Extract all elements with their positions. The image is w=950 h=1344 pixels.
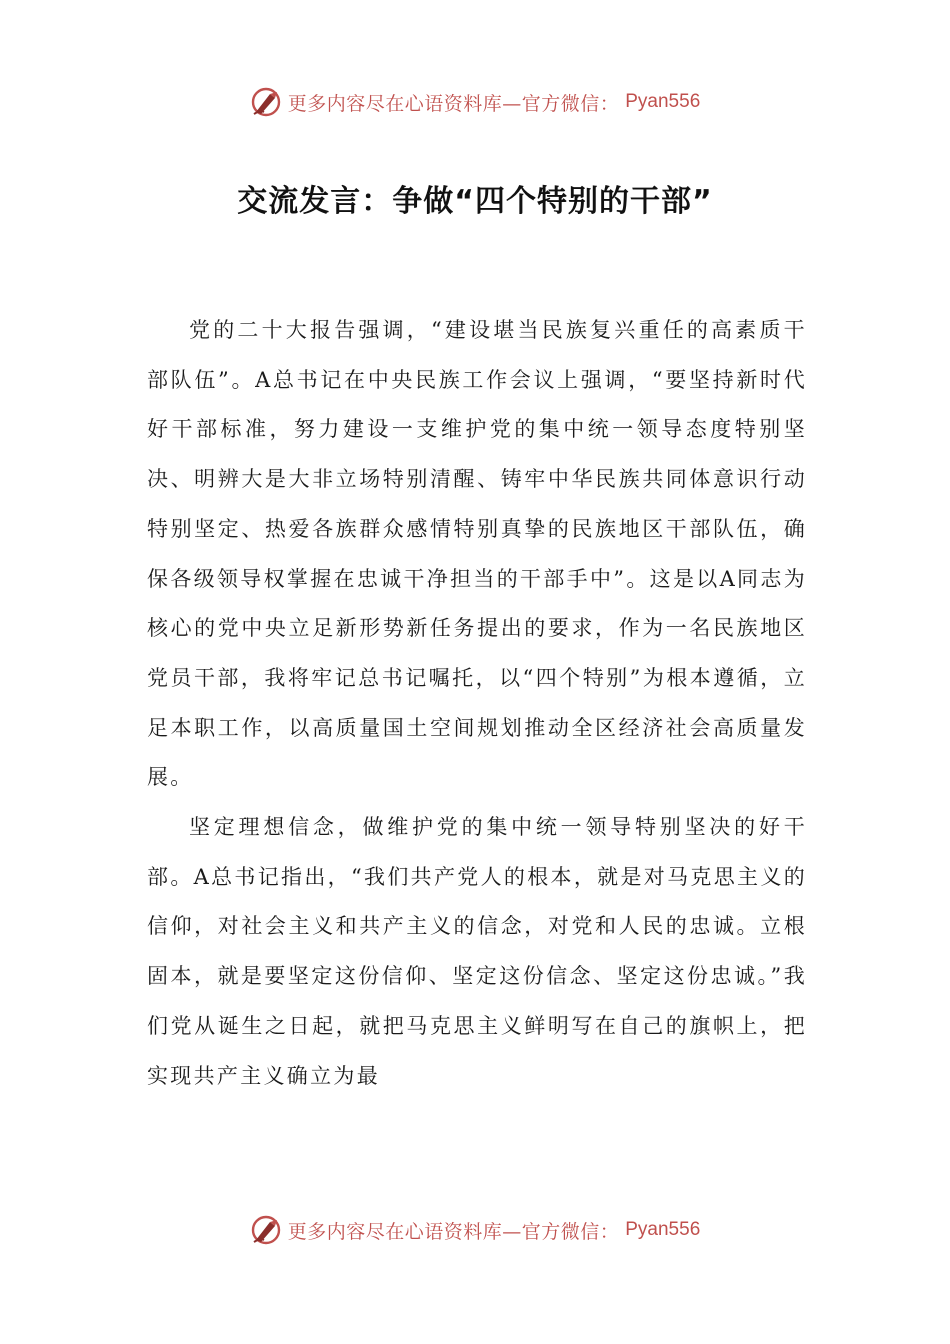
pen-nib-logo-icon	[250, 86, 282, 118]
paragraph: 党的二十大报告强调，“建设堪当民族复兴重任的高素质干部队伍”。A总书记在中央民族工作会议上强调，“要坚持新时代好干部标准，努力建设一支维护党的集中统一领导态度特别坚决、明辨大是大非立场特别清醒、铸牢中华民族共同体意识行动特别坚定、热爱各族群众感情特别真挚的民族地区干部队伍，确保各级领导权掌握在忠诚干净担当的干部手中”。这是以A同志为核心的党中央立足新形势新任务提出的要求，作为一名民族地区党员干部，我将牢记总书记嘱托，以“四个特别”为根本遵循，立足本职工作，以高质量国土空间规划推动全区经济社会高质量发展。	[147, 318, 807, 790]
paragraph: 坚定理想信念，做维护党的集中统一领导特别坚决的好干部。A总书记指出，“我们共产党人的根本，就是对马克思主义的信仰，对社会主义和共产主义的信念，对党和人民的忠诚。立根固本，就是要坚定这份信仰、坚定这份信念、坚定这份忠诚。”我们党从诞生之日起，就把马克思主义鲜明写在自己的旗帜上，把实现共产主义确立为最	[147, 815, 807, 1088]
document-body	[147, 306, 807, 1101]
banner-text: 更多内容尽在心语资料库—官方微信：	[287, 1220, 620, 1243]
banner-wechat-id: Pyan556	[625, 1219, 701, 1240]
header-banner	[0, 82, 950, 122]
footer-banner	[0, 1210, 950, 1250]
banner-wechat-id: Pyan556	[625, 91, 701, 112]
banner-text: 更多内容尽在心语资料库—官方微信：	[287, 92, 620, 115]
pen-nib-logo-icon	[250, 1214, 282, 1246]
document-title: 交流发言：争做“四个特别的干部”	[237, 184, 713, 219]
